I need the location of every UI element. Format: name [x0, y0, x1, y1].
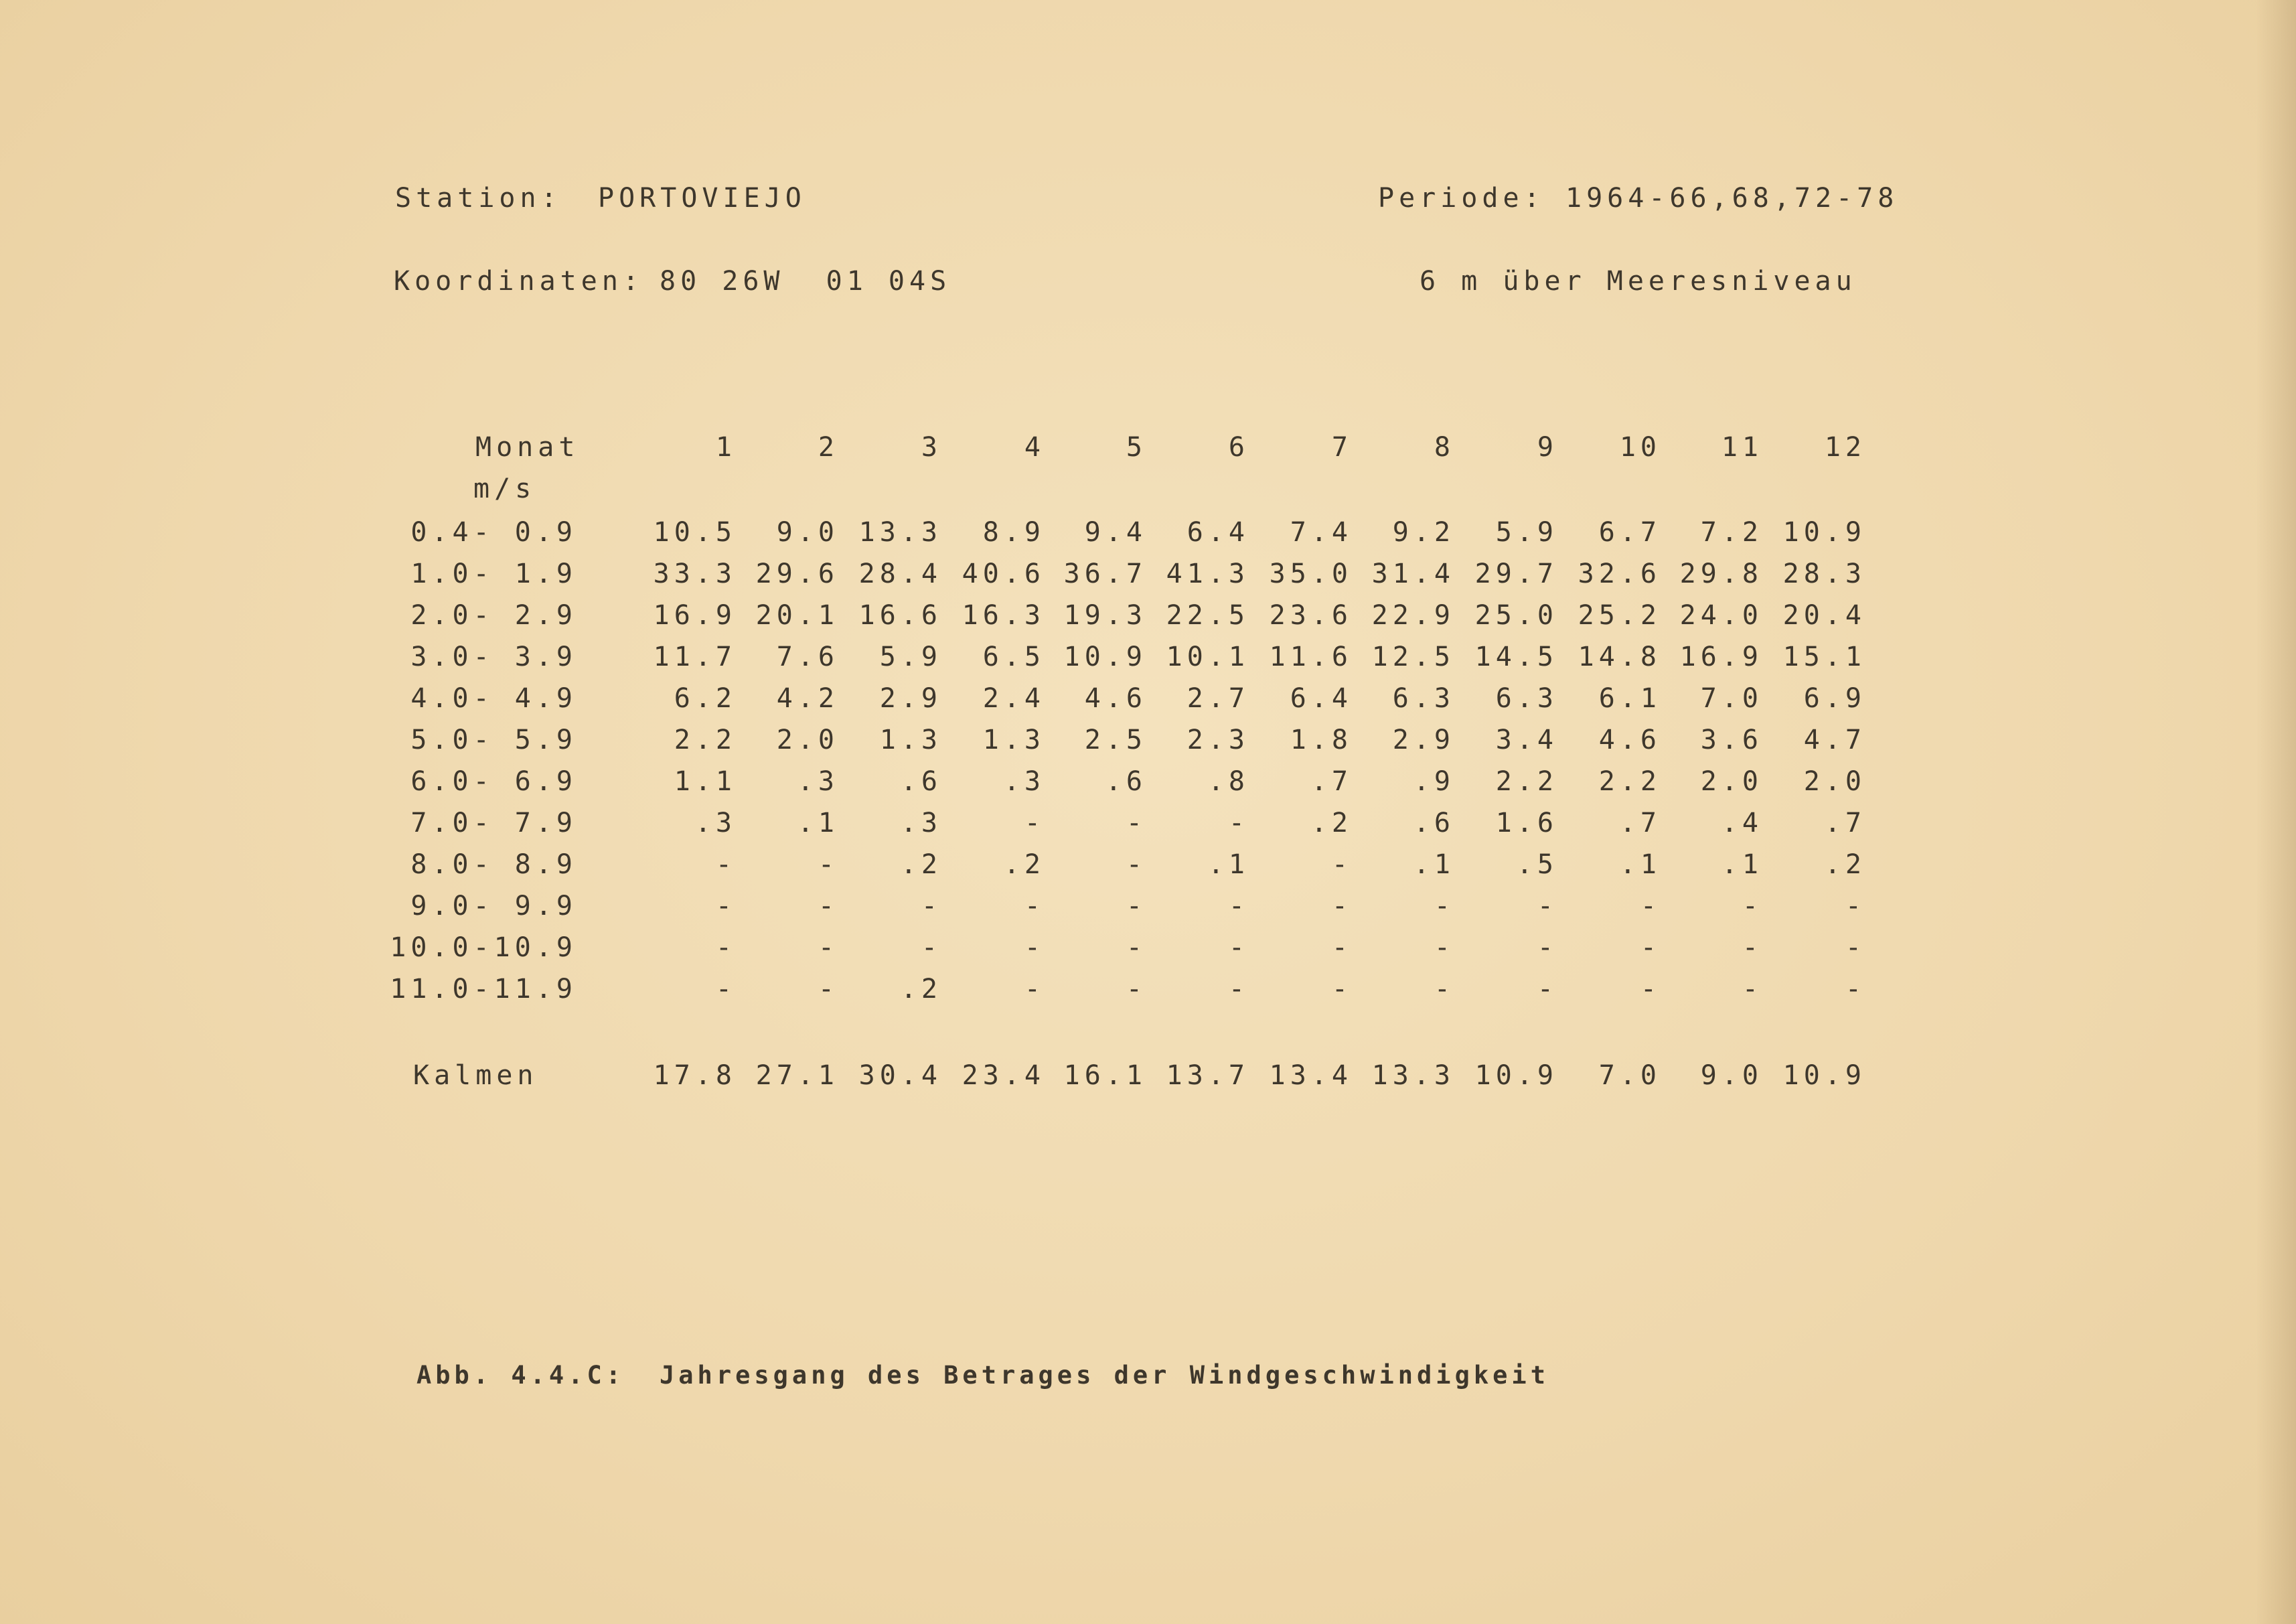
table-cell: .3: [900, 808, 942, 838]
table-cell: -: [1640, 974, 1661, 1005]
table-cell: -: [715, 932, 737, 963]
month-number: 12: [1824, 432, 1866, 463]
table-cell: 11.7: [653, 642, 737, 672]
table-cell: -: [1742, 891, 1763, 921]
table-cell: 2.3: [1187, 725, 1249, 755]
table-cell: 2.5: [1084, 725, 1147, 755]
speed-range-label: 11.0-11.9: [390, 974, 577, 1005]
table-cell: -: [1640, 932, 1661, 963]
table-cell: 10.9: [1063, 642, 1147, 672]
table-cell: 6.3: [1495, 683, 1558, 714]
month-number: 7: [1331, 432, 1353, 463]
table-cell: 1.1: [674, 766, 737, 797]
table-cell: .1: [1619, 849, 1661, 880]
speed-range-label: 0.4- 0.9: [410, 517, 577, 548]
table-cell: -: [1331, 932, 1353, 963]
speed-range-label: 6.0- 6.9: [410, 766, 577, 797]
calm-value: 16.1: [1063, 1060, 1147, 1091]
coordinates-value: 80 26W 01 04S: [660, 266, 951, 297]
table-cell: -: [1537, 891, 1558, 921]
table-cell: 2.2: [1495, 766, 1558, 797]
table-cell: -: [1024, 974, 1045, 1005]
table-cell: .3: [797, 766, 839, 797]
table-cell: -: [1126, 932, 1147, 963]
speed-range-label: 10.0-10.9: [390, 932, 577, 963]
table-cell: .1: [797, 808, 839, 838]
table-cell: 1.6: [1495, 808, 1558, 838]
calm-value: 17.8: [653, 1060, 737, 1091]
table-cell: -: [1228, 974, 1249, 1005]
station-name: PORTOVIEJO: [598, 183, 806, 214]
table-cell: -: [1434, 932, 1455, 963]
speed-range-label: 1.0- 1.9: [410, 559, 577, 589]
table-cell: 35.0: [1269, 559, 1353, 589]
table-cell: 7.6: [776, 642, 839, 672]
table-cell: 25.2: [1578, 600, 1661, 631]
page-edge-shadow: [2256, 0, 2296, 1624]
table-cell: -: [1845, 974, 1866, 1005]
table-cell: 6.2: [674, 683, 737, 714]
table-cell: -: [1331, 974, 1353, 1005]
table-cell: -: [1537, 974, 1558, 1005]
table-cell: 29.8: [1679, 559, 1763, 589]
table-cell: 20.1: [755, 600, 839, 631]
month-number: 11: [1721, 432, 1763, 463]
table-cell: 2.9: [879, 683, 942, 714]
table-cell: -: [818, 849, 839, 880]
table-cell: 11.6: [1269, 642, 1353, 672]
table-cell: -: [1845, 891, 1866, 921]
table-cell: 4.7: [1803, 725, 1866, 755]
table-cell: -: [1228, 891, 1249, 921]
table-cell: -: [1126, 849, 1147, 880]
table-cell: .6: [900, 766, 942, 797]
table-cell: 8.9: [982, 517, 1045, 548]
table-cell: .2: [900, 974, 942, 1005]
table-cell: -: [1228, 808, 1249, 838]
speed-range-label: 2.0- 2.9: [410, 600, 577, 631]
table-cell: 16.6: [858, 600, 942, 631]
speed-range-label: 5.0- 5.9: [410, 725, 577, 755]
month-number: 4: [1024, 432, 1045, 463]
table-cell: .6: [1105, 766, 1147, 797]
table-cell: .3: [694, 808, 737, 838]
month-number: 2: [818, 432, 839, 463]
table-cell: 6.4: [1187, 517, 1249, 548]
table-cell: .8: [1207, 766, 1249, 797]
table-cell: 3.6: [1700, 725, 1763, 755]
month-number: 3: [921, 432, 942, 463]
table-cell: -: [1126, 808, 1147, 838]
table-cell: 32.6: [1578, 559, 1661, 589]
table-cell: 16.9: [653, 600, 737, 631]
table-cell: -: [1024, 891, 1045, 921]
table-cell: -: [1331, 891, 1353, 921]
calm-value: 10.9: [1474, 1060, 1558, 1091]
calm-value: 9.0: [1700, 1060, 1763, 1091]
month-header: Monat: [475, 432, 580, 463]
speed-range-label: 4.0- 4.9: [410, 683, 577, 714]
table-cell: 7.4: [1290, 517, 1353, 548]
table-cell: 7.0: [1700, 683, 1763, 714]
table-cell: -: [921, 932, 942, 963]
table-cell: 2.2: [1598, 766, 1661, 797]
calm-label: Kalmen: [413, 1060, 538, 1091]
table-cell: .9: [1413, 766, 1455, 797]
table-cell: 10.9: [1782, 517, 1866, 548]
elevation: 6 m über Meeresniveau: [1420, 266, 1857, 297]
speed-range-label: 8.0- 8.9: [410, 849, 577, 880]
table-cell: -: [1126, 891, 1147, 921]
table-cell: 2.4: [982, 683, 1045, 714]
table-cell: 6.1: [1598, 683, 1661, 714]
table-cell: 28.3: [1782, 559, 1866, 589]
table-cell: .4: [1721, 808, 1763, 838]
table-cell: 16.3: [962, 600, 1045, 631]
table-cell: -: [1434, 974, 1455, 1005]
table-cell: -: [1742, 974, 1763, 1005]
month-number: 1: [715, 432, 737, 463]
month-number: 6: [1228, 432, 1249, 463]
table-cell: 33.3: [653, 559, 737, 589]
table-cell: -: [1024, 932, 1045, 963]
table-cell: .7: [1310, 766, 1353, 797]
table-cell: 5.9: [1495, 517, 1558, 548]
table-cell: -: [715, 974, 737, 1005]
coordinates-label: Koordinaten:: [394, 266, 643, 297]
table-cell: 25.0: [1474, 600, 1558, 631]
unit-header: m/s: [473, 473, 536, 504]
table-cell: -: [1742, 932, 1763, 963]
table-cell: -: [1228, 932, 1249, 963]
table-cell: 1.3: [982, 725, 1045, 755]
table-cell: 6.5: [982, 642, 1045, 672]
table-cell: 10.5: [653, 517, 737, 548]
table-cell: 40.6: [962, 559, 1045, 589]
table-cell: 6.7: [1598, 517, 1661, 548]
month-number: 8: [1434, 432, 1455, 463]
table-cell: 9.4: [1084, 517, 1147, 548]
table-cell: 36.7: [1063, 559, 1147, 589]
table-cell: -: [818, 932, 839, 963]
table-cell: 2.9: [1392, 725, 1455, 755]
table-cell: -: [1845, 932, 1866, 963]
month-number: 9: [1537, 432, 1558, 463]
speed-range-label: 7.0- 7.9: [410, 808, 577, 838]
table-cell: 22.5: [1166, 600, 1249, 631]
table-cell: .5: [1516, 849, 1558, 880]
table-cell: 1.3: [879, 725, 942, 755]
table-cell: 14.5: [1474, 642, 1558, 672]
table-cell: 2.0: [1803, 766, 1866, 797]
table-cell: 7.2: [1700, 517, 1763, 548]
calm-value: 23.4: [962, 1060, 1045, 1091]
table-cell: 4.6: [1598, 725, 1661, 755]
table-cell: -: [715, 849, 737, 880]
calm-value: 13.3: [1371, 1060, 1455, 1091]
table-cell: .1: [1721, 849, 1763, 880]
table-cell: 12.5: [1371, 642, 1455, 672]
table-cell: .2: [1003, 849, 1045, 880]
station-label: Station:: [395, 183, 562, 214]
table-cell: 23.6: [1269, 600, 1353, 631]
table-cell: 4.6: [1084, 683, 1147, 714]
table-cell: .7: [1619, 808, 1661, 838]
table-cell: .1: [1207, 849, 1249, 880]
table-cell: 2.2: [674, 725, 737, 755]
table-cell: -: [1126, 974, 1147, 1005]
table-cell: -: [715, 891, 737, 921]
table-cell: 22.9: [1371, 600, 1455, 631]
table-cell: 15.1: [1782, 642, 1866, 672]
table-cell: 3.4: [1495, 725, 1558, 755]
table-cell: .3: [1003, 766, 1045, 797]
speed-range-label: 9.0- 9.9: [410, 891, 577, 921]
figure-caption: Jahresgang des Betrages der Windgeschwindigkeit: [660, 1361, 1549, 1390]
table-cell: -: [1331, 849, 1353, 880]
table-cell: 41.3: [1166, 559, 1249, 589]
table-cell: 13.3: [858, 517, 942, 548]
table-cell: 9.2: [1392, 517, 1455, 548]
table-cell: 19.3: [1063, 600, 1147, 631]
table-cell: 4.2: [776, 683, 839, 714]
table-cell: -: [1434, 891, 1455, 921]
figure-label: Abb. 4.4.C:: [416, 1361, 625, 1390]
speed-range-label: 3.0- 3.9: [410, 642, 577, 672]
calm-value: 27.1: [755, 1060, 839, 1091]
table-cell: 29.6: [755, 559, 839, 589]
table-cell: 10.1: [1166, 642, 1249, 672]
calm-value: 7.0: [1598, 1060, 1661, 1091]
table-cell: -: [818, 891, 839, 921]
table-cell: 14.8: [1578, 642, 1661, 672]
table-cell: 20.4: [1782, 600, 1866, 631]
table-cell: 9.0: [776, 517, 839, 548]
table-cell: 6.9: [1803, 683, 1866, 714]
table-cell: 28.4: [858, 559, 942, 589]
table-cell: .2: [900, 849, 942, 880]
table-cell: .2: [1824, 849, 1866, 880]
table-cell: 29.7: [1474, 559, 1558, 589]
month-number: 5: [1126, 432, 1147, 463]
table-cell: 5.9: [879, 642, 942, 672]
table-cell: 2.7: [1187, 683, 1249, 714]
table-cell: 2.0: [776, 725, 839, 755]
table-cell: 6.3: [1392, 683, 1455, 714]
table-cell: .7: [1824, 808, 1866, 838]
period-label: Periode:: [1378, 183, 1545, 214]
table-cell: -: [1024, 808, 1045, 838]
calm-value: 13.4: [1269, 1060, 1353, 1091]
table-cell: 2.0: [1700, 766, 1763, 797]
table-cell: 1.8: [1290, 725, 1353, 755]
table-cell: 6.4: [1290, 683, 1353, 714]
month-number: 10: [1619, 432, 1661, 463]
table-cell: -: [1537, 932, 1558, 963]
table-cell: -: [921, 891, 942, 921]
period-value: 1964-66,68,72-78: [1565, 183, 1899, 214]
table-cell: 16.9: [1679, 642, 1763, 672]
table-cell: 31.4: [1371, 559, 1455, 589]
calm-value: 13.7: [1166, 1060, 1249, 1091]
table-cell: .2: [1310, 808, 1353, 838]
table-cell: -: [818, 974, 839, 1005]
table-cell: 24.0: [1679, 600, 1763, 631]
table-cell: .6: [1413, 808, 1455, 838]
calm-value: 10.9: [1782, 1060, 1866, 1091]
calm-value: 30.4: [858, 1060, 942, 1091]
table-cell: -: [1640, 891, 1661, 921]
table-cell: .1: [1413, 849, 1455, 880]
